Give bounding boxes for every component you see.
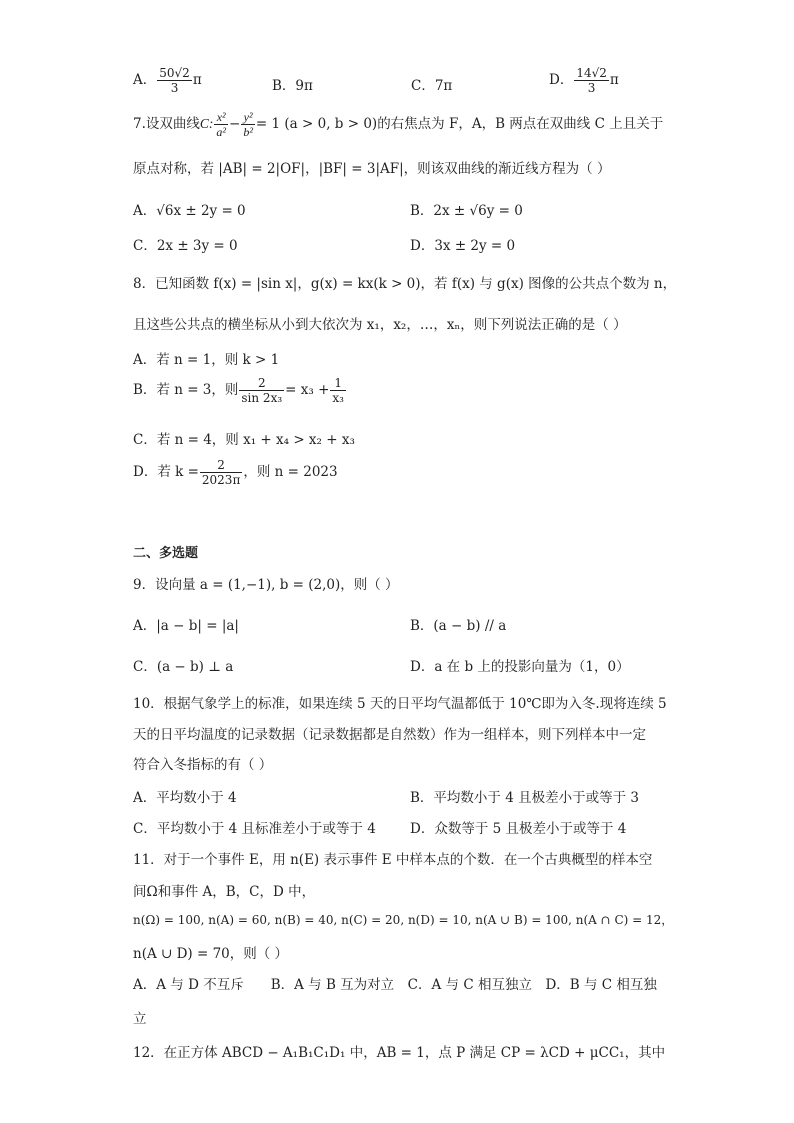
q6-d-fraction: $\frac{14√2}{3}$ xyxy=(576,66,607,95)
q9-option-c: C．(a − b) ⊥ a xyxy=(133,659,234,675)
section-heading-multiple-choice: 二、多选题 xyxy=(133,546,199,561)
q6-option-a: A． $\frac{50√2}{3}$ π xyxy=(133,66,202,95)
q10-option-a: A．平均数小于 4 xyxy=(133,790,237,806)
q10-stem-line1: 10．根据气象学上的标准，如果连续 5 天的日平均气温都低于 10℃即为入冬.现将连续 5 xyxy=(133,696,667,712)
q8-option-c: C．若 n = 4，则 x₁ + x₄ > x₂ + x₃ xyxy=(133,432,355,448)
q7-option-d: D．3x ± 2y = 0 xyxy=(410,238,516,254)
q7-option-a: A．√6x ± 2y = 0 xyxy=(133,203,246,219)
q8-option-b: B．若 n = 3，则 $\frac{2}{\text{sin 2x₃}}$ = x₃ + $\frac{1}{\text{x₃}}$ xyxy=(133,376,344,405)
q7-stem-line2: 原点对称，若 |AB| = 2|OF|，|BF| = 3|AF|，则该双曲线的渐近线方程为（ ） xyxy=(133,161,611,177)
q8-b-fraction2: $\frac{1}{\text{x₃}}$ xyxy=(332,376,344,405)
q7-stem-line1: 7.设双曲线C: $\frac{\text{x²}}{\text{a²}}$ − $\frac{\text{y²}}{\text{b²}}$ = 1 (a > 0, b > 0)的右焦点为 F，A，B 两点在双曲线 C 上且关于 xyxy=(133,110,664,139)
q11-options-wrap: 立 xyxy=(133,1011,147,1027)
q8-option-d: D．若 k = $\frac{2}{2023\pi}$ ，则 n = 2023 xyxy=(133,458,338,487)
q9-stem: 9．设向量 a = (1,−1), b = (2,0)，则（ ） xyxy=(133,577,399,593)
q8-b-fraction1: $\frac{2}{\text{sin 2x₃}}$ xyxy=(241,376,283,405)
q11-stem-line1: 11．对于一个事件 E，用 n(E) 表示事件 E 中样本点的个数．在一个古典概型的样本空 xyxy=(133,852,653,868)
q10-stem-line3: 符合入冬指标的有（ ） xyxy=(133,757,273,773)
q6-option-c: C．7π xyxy=(411,78,453,94)
q6-a-fraction: $\frac{50√2}{3}$ xyxy=(159,66,190,95)
q8-stem-line2: 且这些公共点的横坐标从小到大依次为 x₁，x₂，…，xₙ，则下列说法正确的是（ ） xyxy=(133,317,627,333)
q10-option-c: C．平均数小于 4 且标准差小于或等于 4 xyxy=(133,821,376,837)
q10-option-d: D．众数等于 5 且极差小于或等于 4 xyxy=(410,821,627,837)
q7-option-b: B．2x ± √6y = 0 xyxy=(410,203,523,219)
q8-option-a: A．若 n = 1，则 k > 1 xyxy=(133,352,280,368)
q8-d-fraction: $\frac{2}{2023\pi}$ xyxy=(201,458,241,487)
q11-stem-line2: 间Ω和事件 A，B，C，D 中， xyxy=(133,884,316,900)
q11-options: A．A 与 D 不互斥 B．A 与 B 互为对立 C．A 与 C 相互独立 D．B 与 C 相互独 xyxy=(133,977,657,993)
q7-option-c: C．2x ± 3y = 0 xyxy=(133,238,238,254)
q9-option-a: A．|a − b| = |a| xyxy=(133,618,239,634)
q8-stem-line1: 8．已知函数 f(x) = |sin x|，g(x) = kx(k > 0)，若 f(x) 与 g(x) 图像的公共点个数为 n， xyxy=(133,276,677,292)
q9-option-d: D．a 在 b 上的投影向量为（1，0） xyxy=(410,659,630,675)
q10-stem-line2: 天的日平均温度的记录数据（记录数据都是自然数）作为一组样本，则下列样本中一定 xyxy=(133,727,646,743)
q7-frac-y: $\frac{\text{y²}}{\text{b²}}$ xyxy=(243,110,253,139)
q12-stem-line1: 12．在正方体 ABCD − A₁B₁C₁D₁ 中，AB = 1，点 P 满足 CP = λCD + μCC₁，其中 xyxy=(133,1045,666,1061)
q6-option-b: B．9π xyxy=(272,78,313,94)
q7-frac-x: $\frac{\text{x²}}{\text{a²}}$ xyxy=(216,110,226,139)
q6-option-d: D． $\frac{14√2}{3}$ π xyxy=(549,66,619,95)
q11-stem-line4: n(A ∪ D) = 70，则（ ） xyxy=(133,946,289,962)
q9-option-b: B．(a − b) // a xyxy=(410,618,507,634)
q10-option-b: B．平均数小于 4 且极差小于或等于 3 xyxy=(410,790,639,806)
q11-stem-line3: n(Ω) = 100, n(A) = 60, n(B) = 40, n(C) = 20, n(D) = 10, n(A ∪ B) = 100, n(A ∩ C) = 12， xyxy=(133,913,674,927)
